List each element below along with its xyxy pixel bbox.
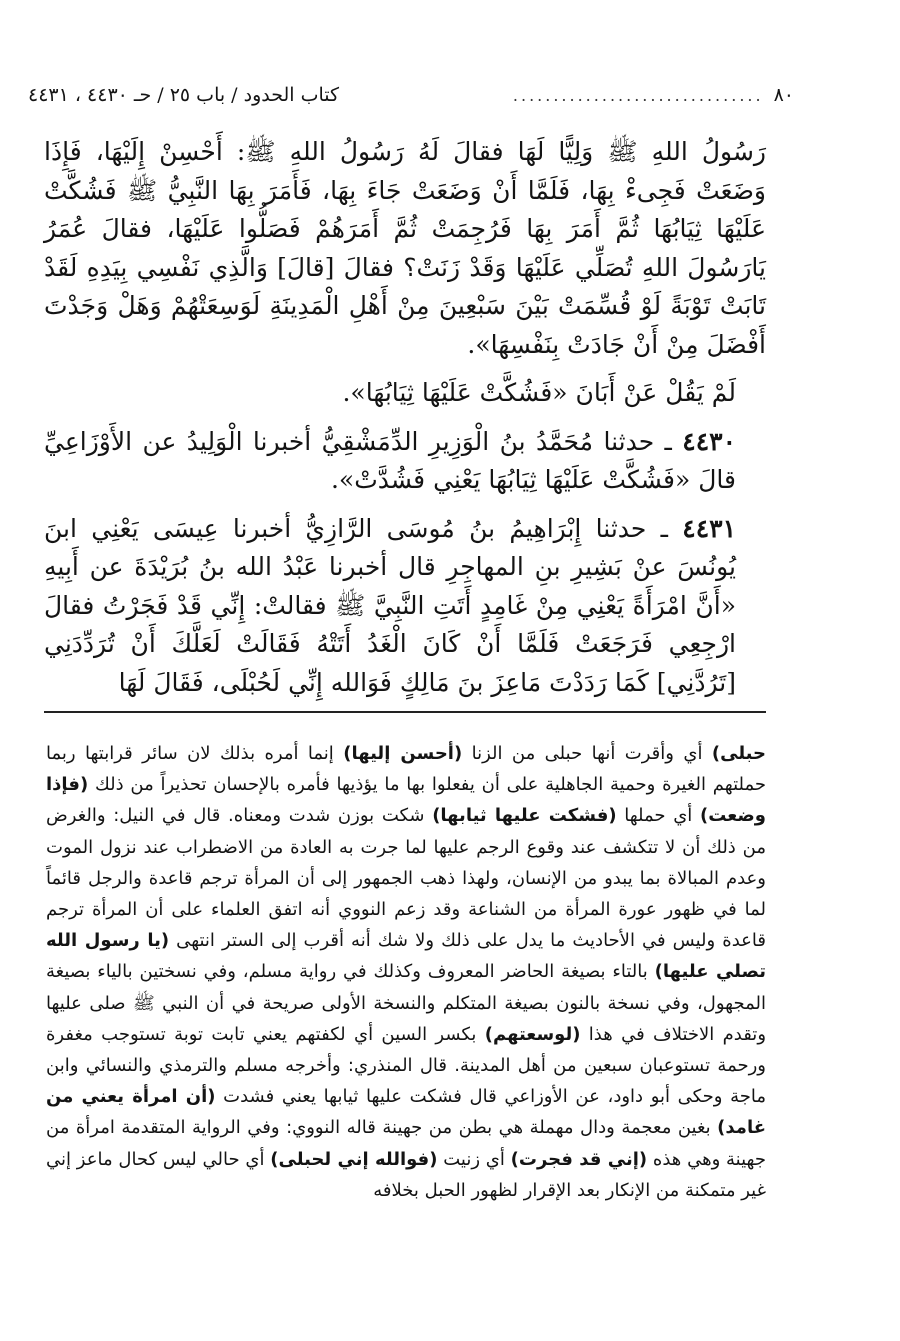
hadith-text xyxy=(44,133,766,702)
commentary-text: أي زنيت xyxy=(437,1148,511,1170)
page-header xyxy=(28,78,794,112)
quoted-term: (فوالله إني لحبلى) xyxy=(270,1148,438,1170)
commentary-text: إنما أمره بذلك لان سائر قرابتها ربما حملتهم الغيرة وحمية الجاهلية على أن يفعلوا بها ما يؤذيها فأمره بالإحسان تحذيراً من ذلك xyxy=(46,743,766,796)
commentary-paragraph xyxy=(46,738,766,1206)
quoted-term: (يا رسول الله تصلي عليها) xyxy=(46,930,767,983)
commentary-text: بكسر السين أي لكفتهم يعني تابت توبة تستوجب مغفرة ورحمة تستوعبان سبعين من أهل المدينة. قال المنذري: وأخرجه مسلم والترمذي والنسائي وابن ماجة وحكى أبو داود، عن الأوزاعي قال فشكت عليها ثيابها يعني فشدت xyxy=(46,1023,767,1108)
quoted-term: (أحسن إليها) xyxy=(343,743,463,764)
hadith-4431 xyxy=(44,510,766,703)
hadith-body: ـ حدثنا إِبْرَاهِيمُ بنُ مُوسَى الرَّازِيُّ أخبرنا عِيسَى يَعْنِي ابنَ يُونُسَ عنْ بَشِيرِ بنِ المهاجِرِ قال أخبرنا عَبْدُ الله بنُ بُرَيْدَةَ عن أَبِيهِ «أَنَّ امْرَأَةً يَعْنِي مِنْ غَامِدٍ أَتَتِ النَّبِيَّ ﷺ فقالتْ: إِنِّي قَدْ فَجَرْتُ فقالَ ارْجِعِي فَرَجَعَتْ فَلَمَّا أَنْ كَانَ الْغَدُ أَتَتْهُ فَقَالَتْ لَعَلَّكَ أَنْ تُرَدِّدَنِي [تَرُدَّنِي] كَمَا رَدَدْتَ مَاعِزَ بنَ مَالِكٍ فَوَالله إِنِّي لَحُبْلَى، فَقَالَ لَهَا xyxy=(44,513,736,697)
hadith-4430 xyxy=(44,423,766,500)
commentary-text: أي وأقرت أنها حبلى من الزنا xyxy=(462,743,712,764)
page-number: ٨٠ xyxy=(773,84,794,106)
footnote-divider xyxy=(44,711,766,713)
header-right xyxy=(513,84,794,106)
header-leader-dots: ............................... xyxy=(512,85,764,105)
hadith-body: ـ حدثنا مُحَمَّدُ بنُ الْوَزِيرِ الدِّمَشْقِيُّ أخبرنا الْوَلِيدُ عن الأَوْزَاعِيِّ قالَ «فَشُكَّتْ عَلَيْهَا ثِيَابُهَا يَعْنِي فَشُدَّتْ». xyxy=(44,426,736,494)
commentary-text: بالتاء بصيغة الحاضر المعروف وكذلك في رواية مسلم، وفي نسختين بالياء بصيغة المجهول، وفي نسخة بالنون بصيغة المتكلم والنسخة الأولى صريحة في أن النبي ﷺ صلى عليها وتقدم الاختلاف في هذا xyxy=(46,961,767,1045)
hadith-number: ٤٤٣٠ xyxy=(682,426,737,456)
quoted-term: (لوسعتهم) xyxy=(484,1023,581,1045)
hadith-paragraph-1: رَسُولُ اللهِ ﷺ وَلِيًّا لَهَا فقالَ لَهُ رَسُولُ اللهِ ﷺ: أَحْسِنْ إِلَيْهَا، فَإِذَا وَضَعَتْ فَجِىءْ بِهَا، فَلَمَّا أَنْ وَضَعَتْ جَاءَ بِهَا، فَأَمَرَ بِهَا النَّبِيُّ ﷺ فَشُكَّتْ عَلَيْهَا ثِيَابُهَا ثُمَّ أَمَرَ بِهَا فَرُجِمَتْ ثُمَّ أَمَرَهُمْ فَصَلُّوا عَلَيْهَا، فقالَ عُمَرُ يَارَسُولَ اللهِ تُصَلِّي عَلَيْهَا وَقَدْ زَنَتْ؟ فقالَ [قالَ] وَالَّذِي نَفْسِي بِيَدِهِ لَقَدْ تَابَتْ تَوْبَةً لَوْ قُسِّمَتْ بَيْنَ سَبْعِينَ مِنْ أَهْلِ الْمَدِينَةِ لَوَسِعَتْهُمْ وَهَلْ وَجَدْتَ أَفْضَلَ مِنْ أَنْ جَادَتْ بِنَفْسِهَا». xyxy=(44,137,766,359)
quoted-term: (إني قد فجرت) xyxy=(510,1148,648,1170)
hadith-paragraph-2: لَمْ يَقُلْ عَنْ أَبَانَ «فَشُكَّتْ عَلَيْهَا ثِيَابُهَا». xyxy=(342,378,736,407)
quoted-term: (فإذا وضعت) xyxy=(46,774,766,827)
commentary xyxy=(46,738,766,1206)
commentary-text: أي حملها xyxy=(616,805,700,827)
hadith-number: ٤٤٣١ xyxy=(682,513,736,543)
running-title: كتاب الحدود / باب ٢٥ / حـ ٤٤٣٠ ، ٤٤٣١ xyxy=(28,84,340,106)
quoted-term: (أن امرأة يعني من غامد) xyxy=(46,1086,766,1139)
quoted-term: حبلى) xyxy=(711,743,766,764)
commentary-text: بغين معجمة ودال مهملة هي بطن من جهينة قاله النووي: وفي الرواية المتقدمة امرأة من جهينة وهي هذه xyxy=(46,1117,766,1170)
commentary-text: شكت بوزن شدت ومعناه. قال في النيل: والغرض من ذلك أن لا تتكشف عند وقوع الرجم عليها لما جرت به العادة من الاضطراب عند نزول الموت وعدم المبالاة بما يبدو من الإنسان، ولهذا ذهب الجمهور إلى أن المرأة ترجم قاعدة والرجل قائماً لما في ظهور عورة المرأة من الشناعة وقد زعم النووي أنه اتفق العلماء على أن المرأة ترجم قاعدة وليس في الأحاديث ما يدل على ذلك ولا شك أنه أقرب إلى الستر انتهى xyxy=(46,805,766,952)
commentary-text: أي حالي ليس كحال ماعز إني غير متمكنة من الإنكار بعد الإقرار لظهور الحبل بخلافه xyxy=(46,1148,766,1201)
quoted-term: (فشكت عليها ثيابها) xyxy=(432,805,617,827)
